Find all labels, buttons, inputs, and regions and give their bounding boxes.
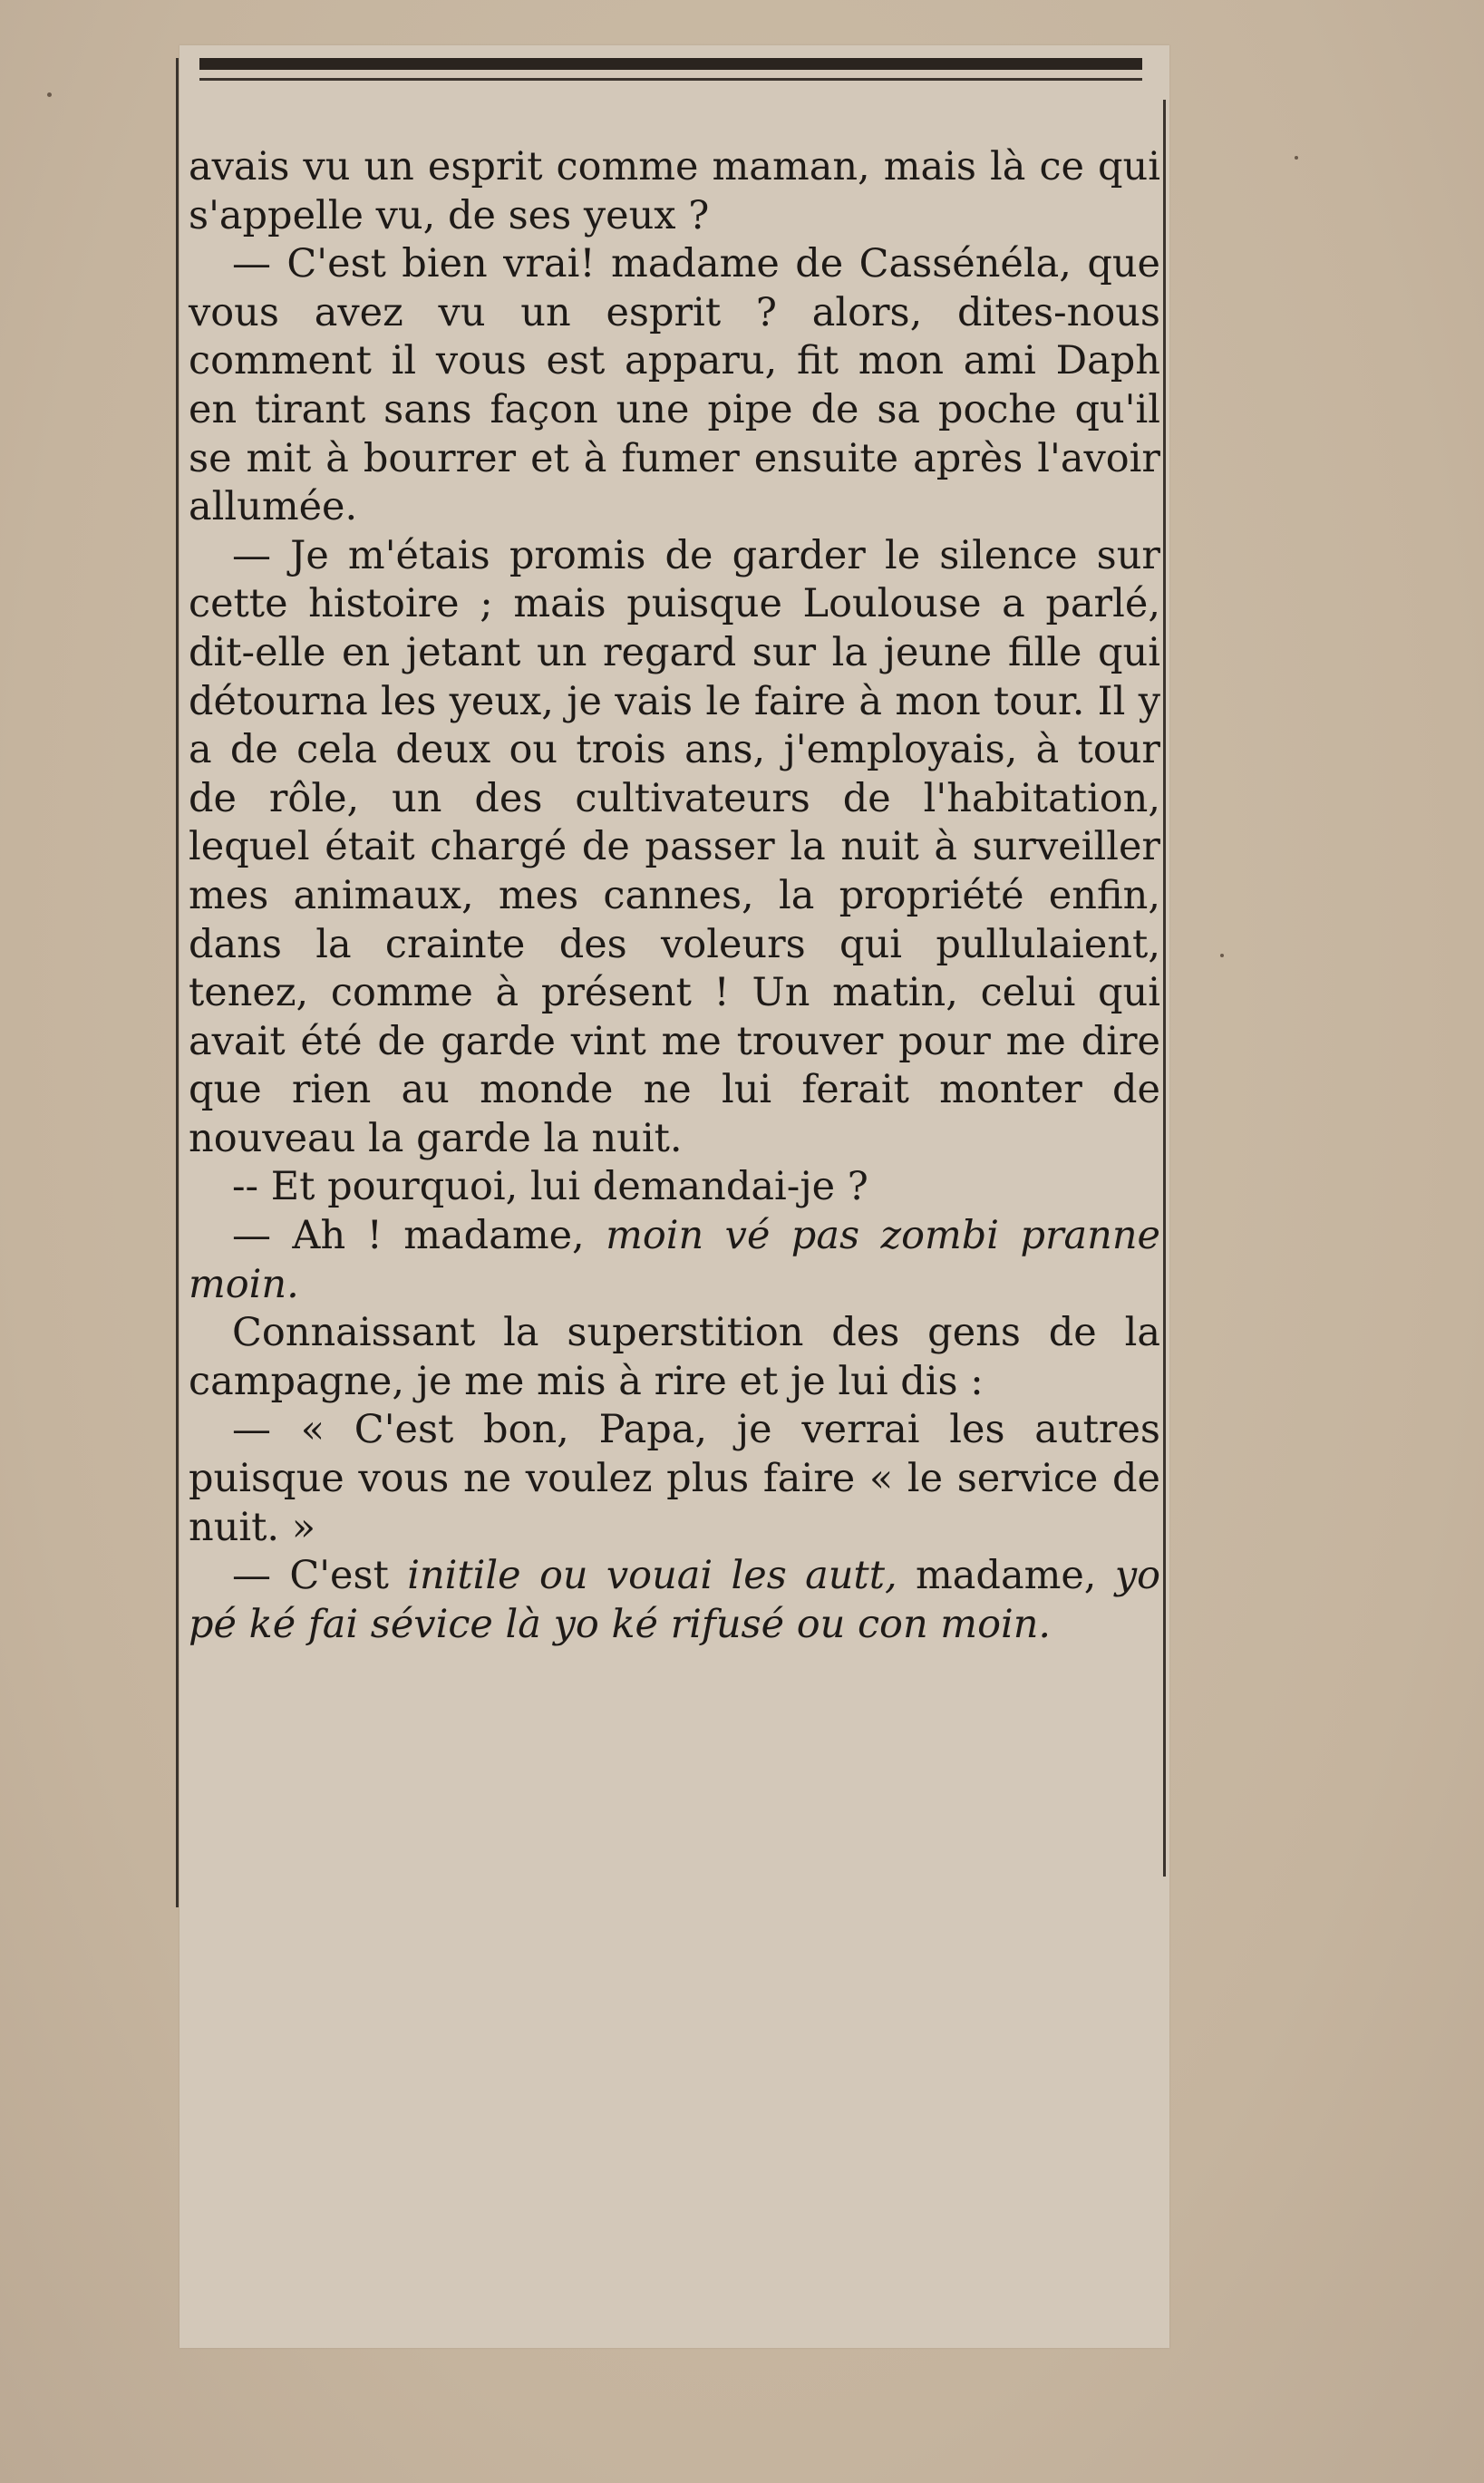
paragraph: Connaissant la superstition des gens de la campagne, je me mis à rire et je lui dis : (189, 1310, 1160, 1404)
paragraph: -- Et pourquoi, lui demandai-je ? (232, 1164, 868, 1210)
header-rule-thin (199, 78, 1142, 81)
header-rule-thick (199, 58, 1142, 70)
creole-speech: moin vé pas zombi pranne moin. (189, 1213, 1161, 1307)
article-column (189, 143, 1160, 1649)
paragraph: — « C'est bon, Papa, je verrai les autres puisque vous ne voulez plus faire « le service de nuit. » (189, 1407, 1160, 1550)
speech-lead: — C'est (232, 1553, 389, 1599)
paragraph-dialogue (189, 1212, 1160, 1309)
paragraph: — C'est bien vrai! madame de Cassénéla, que vous avez vu un esprit ? alors, dites-nous comment il vous est apparu, fit mon ami Daph en tirant sans façon une pipe de sa poche qu'il se mit à bourrer et à fumer ensuite après l'avoir allumée. (189, 241, 1160, 530)
paper-speck (47, 92, 52, 97)
speech-mid: madame, (916, 1553, 1097, 1599)
creole-speech: yo pé ké fai sévice là yo ké rifusé ou con moin. (189, 1553, 1161, 1647)
column-border-right (1163, 100, 1166, 1877)
paper-speck (1295, 156, 1298, 160)
paragraph-dialogue (189, 1552, 1160, 1649)
column-border-left (176, 58, 179, 1907)
paragraph: avais vu un esprit comme maman, mais là ce qui s'appelle vu, de ses yeux ? (189, 144, 1160, 238)
newspaper-clipping (179, 45, 1169, 2348)
creole-speech: initile ou vouai les autt, (407, 1553, 897, 1599)
speech-lead: — Ah ! madame, (232, 1213, 585, 1259)
paper-speck (1220, 954, 1224, 957)
paragraph: — Je m'étais promis de garder le silence sur cette histoire ; mais puisque Loulouse a parlé, dit-elle en jetant un regard sur la jeune fille qui détourna les yeux, je vais le faire à mon tour. Il y a de cela deux ou trois ans, j'employais, à tour de rôle, un des cultivateurs de l'habitation, lequel était chargé de passer la nuit à surveiller mes animaux, mes cannes, la propriété enfin, dans la crainte des voleurs qui pullulaient, tenez, comme à présent ! Un matin, celui qui avait été de garde vint me trouver pour me dire que rien au monde ne lui ferait monter de nouveau la garde la nuit. (189, 532, 1160, 1161)
